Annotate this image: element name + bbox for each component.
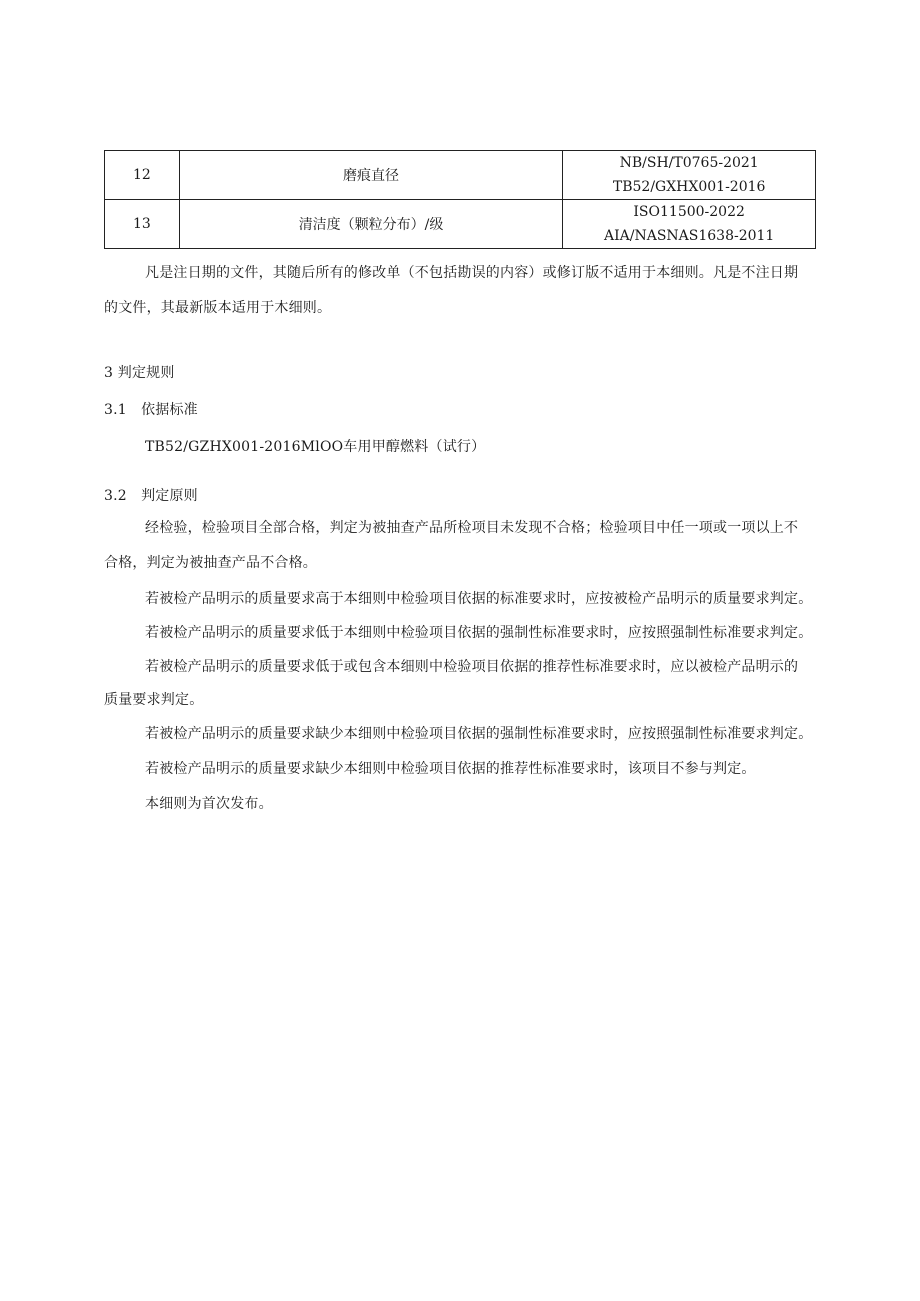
rule-paragraph: 经检验，检验项目全部合格，判定为被抽查产品所检项目未发现不合格；检验项目中任一项或一项以上不 [145, 520, 799, 536]
rule-paragraph: 若被检产品明示的质量要求高于本细则中检验项目依据的标准要求时，应按被检产品明示的质量要求判定。 [145, 591, 813, 607]
dated-reference-note: 凡是注日期的文件，其随后所有的修改单（不包括勘误的内容）或修订版不适用于本细则。凡是不注日期 [145, 265, 799, 281]
table-row [105, 151, 816, 200]
rule-paragraph: 若被检产品明示的质量要求缺少本细则中检验项目依据的推荐性标准要求时，该项目不参与判定。 [145, 761, 756, 777]
reference-standard: AIA/NASNAS1638-2011 [603, 228, 775, 244]
rule-paragraph-cont: 质量要求判定。 [104, 692, 204, 708]
rule-paragraph-cont: 合格，判定为被抽查产品不合格。 [104, 555, 317, 571]
section-3-2-heading: 3.2 判定原则 [104, 488, 198, 504]
reference-standards [563, 151, 816, 200]
reference-standard: NB/SH/T0765-2021 [619, 155, 759, 171]
reference-standard: ISO11500-2022 [633, 204, 745, 220]
test-item: 磨痕直径 [179, 151, 563, 200]
table-row [105, 200, 816, 249]
rule-paragraph: 若被检产品明示的质量要求低于或包含本细则中检验项目依据的推荐性标准要求时，应以被检产品明示的 [145, 659, 799, 675]
reference-standards [563, 200, 816, 249]
release-note: 本细则为首次发布。 [145, 796, 273, 812]
section-3-heading: 3 判定规则 [104, 365, 175, 381]
reference-standard: TB52/GXHX001-2016 [612, 179, 766, 195]
row-number: 12 [105, 151, 180, 200]
rule-paragraph: 若被检产品明示的质量要求缺少本细则中检验项目依据的强制性标准要求时，应按照强制性标准要求判定。 [145, 726, 813, 742]
dated-reference-note-cont: 的文件，其最新版本适用于木细则。 [104, 300, 332, 316]
section-3-1-heading: 3.1 依据标准 [104, 402, 198, 418]
basis-standard-text: TB52/GZHX001-2016MlOO车用甲醇燃料（试行） [145, 439, 486, 455]
row-number: 13 [105, 200, 180, 249]
standards-table [104, 150, 816, 249]
test-item: 清洁度（颗粒分布）/级 [179, 200, 563, 249]
rule-paragraph: 若被检产品明示的质量要求低于本细则中检验项目依据的强制性标准要求时，应按照强制性标准要求判定。 [145, 625, 813, 641]
